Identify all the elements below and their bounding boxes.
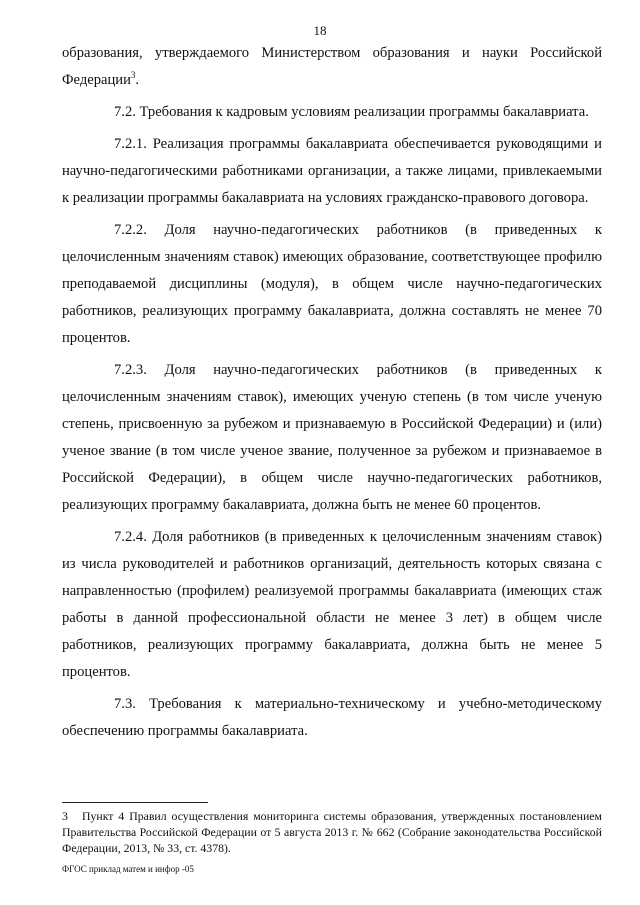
section-heading-7-2: 7.2. Требования к кадровым условиям реализации программы бакалавриата. [114,104,589,120]
paragraph-text: образования, утверждаемого Министерством образования и науки Российской Федерации [62,45,602,88]
paragraph-7-2-2: 7.2.2. Доля научно-педагогических работников (в приведенных к целочисленным значениям ставок) имеющих образование, соответствующее профилю преподаваемой дисциплины (модуля), в общем числе научно-педагогических работников, реализующих программу бакалавриата, должна составлять не менее 70 процентов. [62,222,602,346]
paragraph-7-2-4: 7.2.4. Доля работников (в приведенных к целочисленным значениям ставок) из числа руководителей и работников организаций, деятельность которых связана с направленностью (профилем) реализуемой программы бакалавриата (имеющих стаж работы в данной профессиональной области не менее 3 лет) в общем числе работников, реализующих программу бакалавриата, должна быть не менее 5 процентов. [62,529,602,680]
footnote-marker: 3 [62,809,68,823]
paragraph-7-2-1: 7.2.1. Реализация программы бакалавриата обеспечивается руководящими и научно-педагогическими работниками организации, а также лицами, привлекаемыми к реализации программы бакалавриата на условиях гражданско-правового договора. [62,136,602,206]
paragraph-continuation [62,40,602,94]
document-body [62,40,602,745]
footnote-text: Пункт 4 Правил осуществления мониторинга системы образования, утвержденных постановлением Правительства Российской Федерации от 5 августа 2013 г. № 662 (Собрание законодательства Российской Федерации, 2013, № 33, ст. 4378). [62,809,602,855]
paragraph-end-period: . [135,72,140,88]
footer-document-code: ФГОС приклад матем и инфор -05 [62,864,194,874]
footnote [62,808,602,856]
page-number: 18 [313,23,327,38]
footnote-divider [62,802,208,803]
footnote-reference: 3 [130,70,136,81]
section-heading-7-3: 7.3. Требования к материально-техническому и учебно-методическому обеспечению программы бакалавриата. [62,696,602,739]
paragraph-7-2-3: 7.2.3. Доля научно-педагогических работников (в приведенных к целочисленным значениям ставок), имеющих ученую степень (в том числе ученую степень, присвоенную за рубежом и признаваемую в Российской Федерации) и (или) ученое звание (в том числе ученое звание, полученное за рубежом и признаваемое в Российской Федерации), в общем числе научно-педагогических работников, реализующих программу бакалавриата, должна быть не менее 60 процентов. [62,362,602,513]
